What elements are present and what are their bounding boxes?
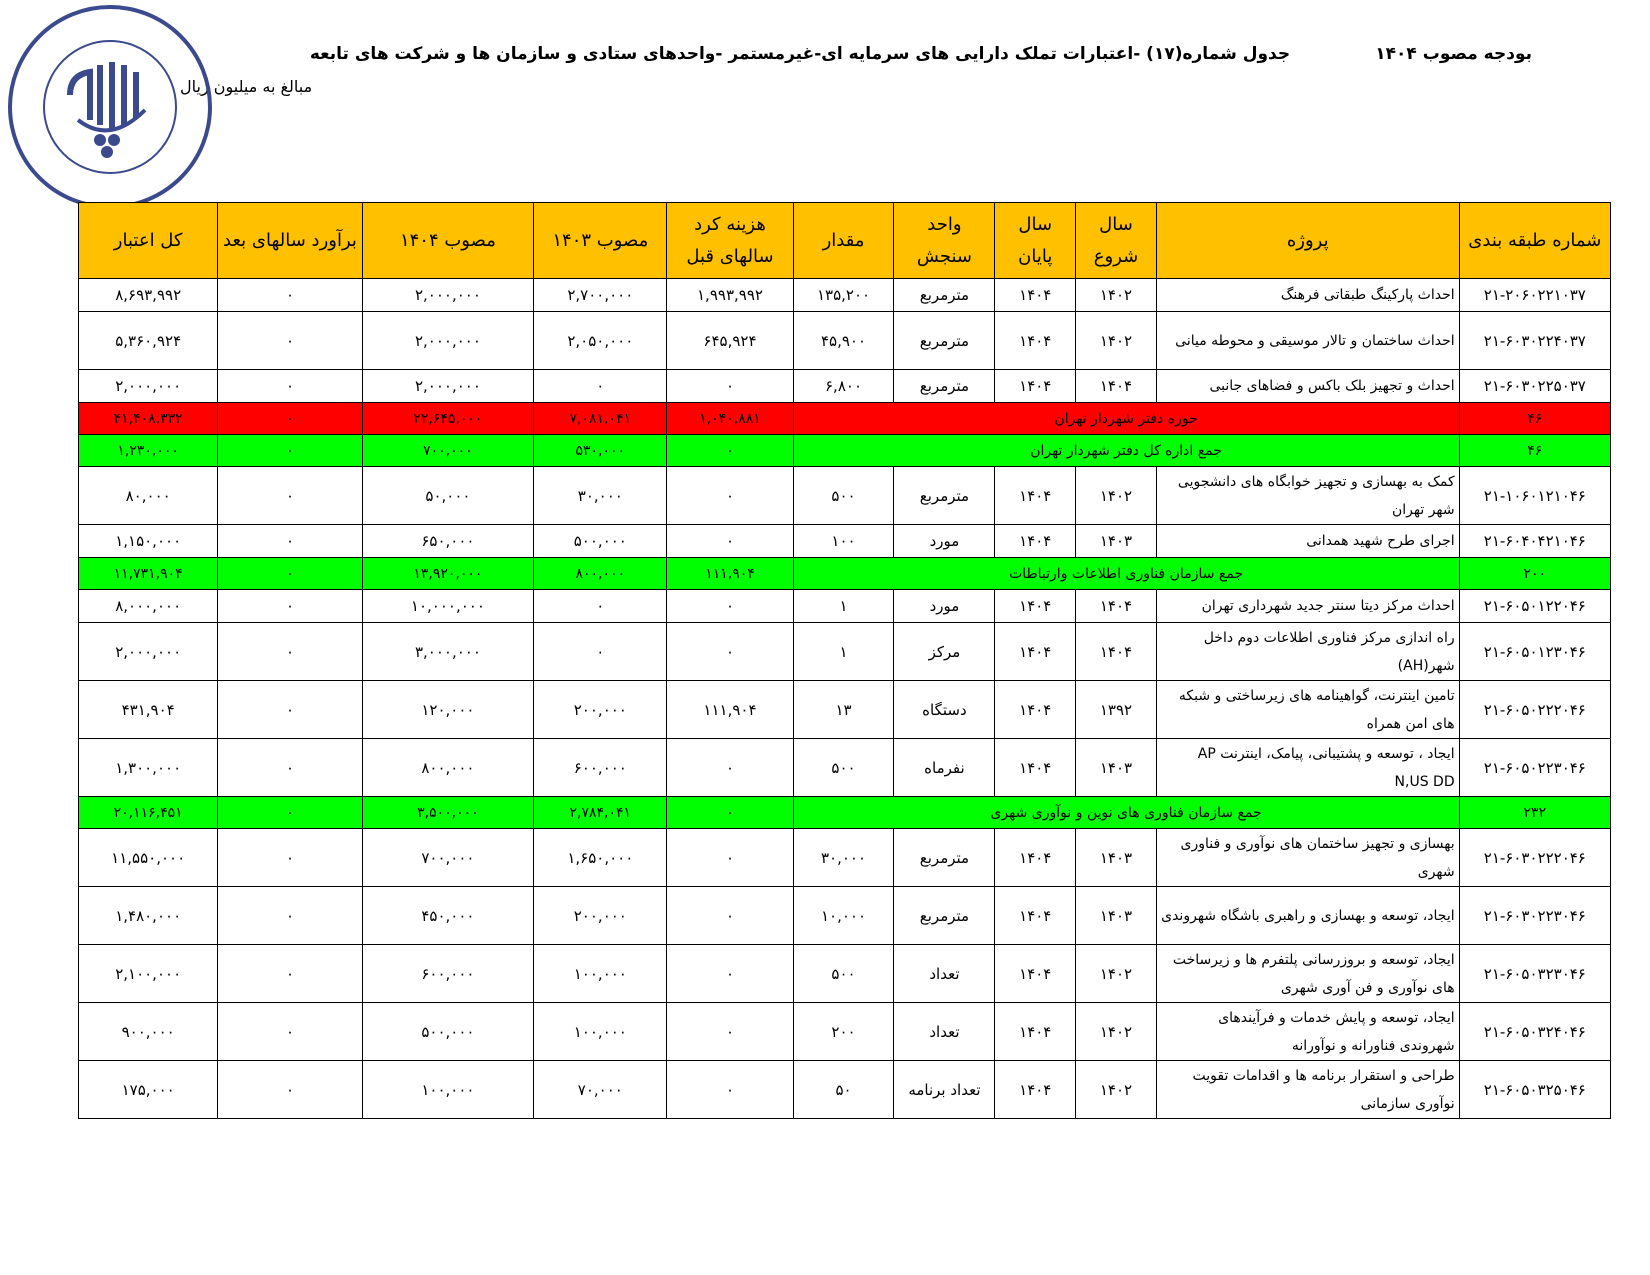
total-row: [79, 797, 1611, 829]
cell-start-year: ۱۴۰۲: [1076, 1003, 1157, 1061]
cell-approved-1403: ۲,۷۰۰,۰۰۰: [534, 279, 667, 312]
cell-start-year: ۱۴۰۲: [1076, 467, 1157, 525]
cell-approved-1404: ۲,۰۰۰,۰۰۰: [362, 370, 534, 403]
cell-next-years: ۰: [218, 590, 362, 623]
budget-label: بودجه مصوب ۱۴۰۴: [1375, 44, 1532, 64]
cell-quantity: ۶,۸۰۰: [793, 370, 894, 403]
table-row: [79, 525, 1611, 558]
cell-prior-cost: ۰: [667, 525, 793, 558]
cell-unit: تعداد: [894, 1003, 995, 1061]
cell-prior-cost: ۰: [667, 435, 793, 467]
cell-total: ۲,۰۰۰,۰۰۰: [79, 370, 218, 403]
cell-project: ایجاد ، توسعه و پشتیبانی، پیامک، اینترنت AP N,US DD: [1156, 739, 1459, 797]
cell-prior-cost: ۰: [667, 829, 793, 887]
cell-project: ایجاد، توسعه و بهسازی و راهبری باشگاه شهروندی: [1156, 887, 1459, 945]
cell-approved-1403: ۱,۶۵۰,۰۰۰: [534, 829, 667, 887]
cell-approved-1404: ۵۰۰,۰۰۰: [362, 1003, 534, 1061]
cell-total: ۱,۱۵۰,۰۰۰: [79, 525, 218, 558]
cell-end-year: ۱۴۰۴: [995, 681, 1076, 739]
table-row: [79, 887, 1611, 945]
cell-total: ۱۱,۵۵۰,۰۰۰: [79, 829, 218, 887]
total-row: [79, 403, 1611, 435]
cell-end-year: ۱۴۰۴: [995, 739, 1076, 797]
cell-end-year: ۱۴۰۴: [995, 279, 1076, 312]
cell-next-years: ۰: [218, 525, 362, 558]
cell-start-year: ۱۴۰۴: [1076, 590, 1157, 623]
cell-start-year: ۱۴۰۳: [1076, 829, 1157, 887]
cell-total-label: حوزه دفتر شهردار تهران: [793, 403, 1459, 435]
table-row: [79, 1003, 1611, 1061]
cell-quantity: ۱: [793, 623, 894, 681]
cell-code: ۲۱-۶۰۵۰۲۲۲۰۴۶: [1459, 681, 1610, 739]
cell-next-years: ۰: [218, 403, 362, 435]
cell-approved-1403: ۲,۷۸۴,۰۴۱: [534, 797, 667, 829]
cell-prior-cost: ۱,۰۴۰,۸۸۱: [667, 403, 793, 435]
cell-project: ایجاد، توسعه و پایش خدمات و فرآیندهای شهروندی فناورانه و نوآورانه: [1156, 1003, 1459, 1061]
total-row: [79, 435, 1611, 467]
cell-project: راه اندازی مرکز فناوری اطلاعات دوم داخل شهر(AH): [1156, 623, 1459, 681]
cell-total: ۸۰,۰۰۰: [79, 467, 218, 525]
cell-total: ۱۷۵,۰۰۰: [79, 1061, 218, 1119]
cell-total: ۴۱,۴۰۸,۳۳۲: [79, 403, 218, 435]
col-project: پروژه: [1156, 203, 1459, 279]
cell-code: ۲۱-۶۰۳۰۲۲۵۰۳۷: [1459, 370, 1610, 403]
cell-approved-1404: ۱۲۰,۰۰۰: [362, 681, 534, 739]
cell-approved-1403: ۷,۰۸۱,۰۴۱: [534, 403, 667, 435]
cell-total: ۴۳۱,۹۰۴: [79, 681, 218, 739]
table-body: [79, 279, 1611, 1119]
cell-total: ۲۰,۱۱۶,۴۵۱: [79, 797, 218, 829]
table-row: [79, 590, 1611, 623]
cell-next-years: ۰: [218, 945, 362, 1003]
cell-prior-cost: ۰: [667, 797, 793, 829]
cell-quantity: ۱۰,۰۰۰: [793, 887, 894, 945]
cell-prior-cost: ۰: [667, 887, 793, 945]
cell-total: ۱,۳۰۰,۰۰۰: [79, 739, 218, 797]
cell-code: ۲۱-۲۰۶۰۲۲۱۰۳۷: [1459, 279, 1610, 312]
cell-prior-cost: ۶۴۵,۹۲۴: [667, 312, 793, 370]
cell-end-year: ۱۴۰۴: [995, 1061, 1076, 1119]
cell-prior-cost: ۰: [667, 1003, 793, 1061]
cell-code: ۲۱-۶۰۵۰۱۲۳۰۴۶: [1459, 623, 1610, 681]
cell-project: احداث و تجهیز بلک باکس و فضاهای جانبی: [1156, 370, 1459, 403]
cell-code: ۲۱-۶۰۳۰۲۲۲۰۴۶: [1459, 829, 1610, 887]
cell-next-years: ۰: [218, 312, 362, 370]
total-row: [79, 558, 1611, 590]
cell-approved-1404: ۵۰,۰۰۰: [362, 467, 534, 525]
cell-approved-1403: ۲,۰۵۰,۰۰۰: [534, 312, 667, 370]
cell-next-years: ۰: [218, 829, 362, 887]
cell-next-years: ۰: [218, 370, 362, 403]
cell-approved-1404: ۷۰۰,۰۰۰: [362, 829, 534, 887]
cell-code: ۲۳۲: [1459, 797, 1610, 829]
cell-approved-1403: ۳۰,۰۰۰: [534, 467, 667, 525]
cell-start-year: ۱۳۹۲: [1076, 681, 1157, 739]
cell-end-year: ۱۴۰۴: [995, 887, 1076, 945]
table-row: [79, 829, 1611, 887]
cell-quantity: ۵۰۰: [793, 467, 894, 525]
cell-approved-1404: ۳,۵۰۰,۰۰۰: [362, 797, 534, 829]
col-approved-1403: مصوب ۱۴۰۳: [534, 203, 667, 279]
cell-unit: مترمربع: [894, 467, 995, 525]
cell-next-years: ۰: [218, 797, 362, 829]
cell-code: ۲۱-۶۰۳۰۲۲۴۰۳۷: [1459, 312, 1610, 370]
cell-project: احداث ساختمان و تالار موسیقی و محوطه میانی: [1156, 312, 1459, 370]
cell-start-year: ۱۴۰۲: [1076, 279, 1157, 312]
cell-unit: تعداد: [894, 945, 995, 1003]
cell-approved-1403: ۷۰,۰۰۰: [534, 1061, 667, 1119]
cell-next-years: ۰: [218, 558, 362, 590]
cell-prior-cost: ۰: [667, 623, 793, 681]
cell-next-years: ۰: [218, 1003, 362, 1061]
cell-total: ۱,۴۸۰,۰۰۰: [79, 887, 218, 945]
cell-approved-1404: ۲,۰۰۰,۰۰۰: [362, 279, 534, 312]
cell-approved-1404: ۷۰۰,۰۰۰: [362, 435, 534, 467]
cell-code: ۲۱-۱۰۶۰۱۲۱۰۴۶: [1459, 467, 1610, 525]
cell-project: تامین اینترنت، گواهینامه های زیرساختی و شبکه های امن همراه: [1156, 681, 1459, 739]
cell-unit: مترمربع: [894, 370, 995, 403]
col-end-year: سال پایان: [995, 203, 1076, 279]
cell-project: ایجاد، توسعه و بروزرسانی پلتفرم ها و زیرساخت های نوآوری و فن آوری شهری: [1156, 945, 1459, 1003]
cell-quantity: ۵۰: [793, 1061, 894, 1119]
col-prior-cost: هزینه کرد سالهای قبل: [667, 203, 793, 279]
unit-note: مبالغ به میلیون ریال: [180, 77, 313, 96]
cell-start-year: ۱۴۰۲: [1076, 945, 1157, 1003]
table-row: [79, 1061, 1611, 1119]
cell-code: ۴۶: [1459, 403, 1610, 435]
table-header-row: [79, 203, 1611, 279]
cell-approved-1404: ۴۵۰,۰۰۰: [362, 887, 534, 945]
cell-next-years: ۰: [218, 467, 362, 525]
col-total: کل اعتبار: [79, 203, 218, 279]
cell-quantity: ۱۳: [793, 681, 894, 739]
cell-approved-1403: ۶۰۰,۰۰۰: [534, 739, 667, 797]
official-seal: [0, 0, 220, 215]
table-row: [79, 312, 1611, 370]
table-row: [79, 370, 1611, 403]
cell-start-year: ۱۴۰۳: [1076, 739, 1157, 797]
cell-quantity: ۵۰۰: [793, 945, 894, 1003]
col-approved-1404: مصوب ۱۴۰۴: [362, 203, 534, 279]
cell-code: ۲۱-۶۰۵۰۳۲۵۰۴۶: [1459, 1061, 1610, 1119]
cell-total: ۲,۰۰۰,۰۰۰: [79, 623, 218, 681]
cell-project: بهسازی و تجهیز ساختمان های نوآوری و فناوری شهری: [1156, 829, 1459, 887]
cell-approved-1404: ۱۳,۹۲۰,۰۰۰: [362, 558, 534, 590]
cell-end-year: ۱۴۰۴: [995, 312, 1076, 370]
cell-approved-1404: ۲۲,۶۴۵,۰۰۰: [362, 403, 534, 435]
cell-prior-cost: ۱,۹۹۳,۹۹۲: [667, 279, 793, 312]
cell-quantity: ۳۰,۰۰۰: [793, 829, 894, 887]
cell-next-years: ۰: [218, 887, 362, 945]
cell-approved-1404: ۶۵۰,۰۰۰: [362, 525, 534, 558]
cell-end-year: ۱۴۰۴: [995, 945, 1076, 1003]
cell-project: احداث مرکز دیتا سنتر جدید شهرداری تهران: [1156, 590, 1459, 623]
cell-unit: مترمربع: [894, 312, 995, 370]
cell-approved-1403: ۵۰۰,۰۰۰: [534, 525, 667, 558]
cell-unit: مورد: [894, 590, 995, 623]
cell-total-label: جمع سازمان فناوری اطلاعات وارتباطات: [793, 558, 1459, 590]
table-row: [79, 623, 1611, 681]
cell-prior-cost: ۰: [667, 370, 793, 403]
cell-start-year: ۱۴۰۴: [1076, 623, 1157, 681]
cell-project: کمک به بهسازی و تجهیز خوابگاه های دانشجویی شهر تهران: [1156, 467, 1459, 525]
cell-approved-1403: ۲۰۰,۰۰۰: [534, 887, 667, 945]
col-code: شماره طبقه بندی: [1459, 203, 1610, 279]
cell-start-year: ۱۴۰۲: [1076, 1061, 1157, 1119]
cell-approved-1404: ۸۰۰,۰۰۰: [362, 739, 534, 797]
cell-approved-1403: ۰: [534, 590, 667, 623]
page-title: جدول شماره(۱۷) -اعتبارات تملک دارایی های سرمایه ای-غیرمستمر -واحدهای ستادی و سازمان ها و شرکت های تابعه: [309, 44, 1291, 64]
cell-approved-1404: ۱۰۰,۰۰۰: [362, 1061, 534, 1119]
cell-next-years: ۰: [218, 279, 362, 312]
cell-approved-1404: ۶۰۰,۰۰۰: [362, 945, 534, 1003]
cell-code: ۲۰۰: [1459, 558, 1610, 590]
cell-quantity: ۴۵,۹۰۰: [793, 312, 894, 370]
cell-approved-1404: ۱۰,۰۰۰,۰۰۰: [362, 590, 534, 623]
col-unit: واحد سنجش: [894, 203, 995, 279]
table-row: [79, 279, 1611, 312]
cell-prior-cost: ۰: [667, 945, 793, 1003]
cell-start-year: ۱۴۰۴: [1076, 370, 1157, 403]
cell-total: ۹۰۰,۰۰۰: [79, 1003, 218, 1061]
cell-code: ۲۱-۶۰۵۰۳۲۴۰۴۶: [1459, 1003, 1610, 1061]
cell-code: ۲۱-۶۰۳۰۲۲۳۰۴۶: [1459, 887, 1610, 945]
cell-total: ۵,۳۶۰,۹۲۴: [79, 312, 218, 370]
cell-start-year: ۱۴۰۲: [1076, 312, 1157, 370]
cell-next-years: ۰: [218, 435, 362, 467]
cell-project: اجرای طرح شهید همدانی: [1156, 525, 1459, 558]
col-start-year: سال شروع: [1076, 203, 1157, 279]
cell-code: ۲۱-۶۰۴۰۴۲۱۰۴۶: [1459, 525, 1610, 558]
cell-quantity: ۱: [793, 590, 894, 623]
cell-total: ۲,۱۰۰,۰۰۰: [79, 945, 218, 1003]
cell-unit: دستگاه: [894, 681, 995, 739]
cell-quantity: ۱۳۵,۲۰۰: [793, 279, 894, 312]
cell-quantity: ۵۰۰: [793, 739, 894, 797]
cell-approved-1403: ۱۰۰,۰۰۰: [534, 945, 667, 1003]
cell-end-year: ۱۴۰۴: [995, 1003, 1076, 1061]
cell-prior-cost: ۰: [667, 467, 793, 525]
cell-end-year: ۱۴۰۴: [995, 525, 1076, 558]
cell-total: ۱,۲۳۰,۰۰۰: [79, 435, 218, 467]
cell-unit: تعداد برنامه: [894, 1061, 995, 1119]
cell-approved-1403: ۲۰۰,۰۰۰: [534, 681, 667, 739]
cell-unit: مرکز: [894, 623, 995, 681]
cell-end-year: ۱۴۰۴: [995, 623, 1076, 681]
cell-quantity: ۱۰۰: [793, 525, 894, 558]
budget-table: [78, 202, 1611, 1119]
cell-approved-1403: ۱۰۰,۰۰۰: [534, 1003, 667, 1061]
cell-next-years: ۰: [218, 681, 362, 739]
cell-next-years: ۰: [218, 739, 362, 797]
cell-next-years: ۰: [218, 1061, 362, 1119]
col-quantity: مقدار: [793, 203, 894, 279]
cell-approved-1404: ۳,۰۰۰,۰۰۰: [362, 623, 534, 681]
cell-code: ۴۶: [1459, 435, 1610, 467]
cell-quantity: ۲۰۰: [793, 1003, 894, 1061]
cell-end-year: ۱۴۰۴: [995, 467, 1076, 525]
cell-project: احداث پارکینگ طبقاتی فرهنگ: [1156, 279, 1459, 312]
cell-start-year: ۱۴۰۳: [1076, 887, 1157, 945]
table-row: [79, 681, 1611, 739]
table-row: [79, 739, 1611, 797]
cell-prior-cost: ۰: [667, 739, 793, 797]
cell-total-label: جمع سازمان فناوری های نوین و نوآوری شهری: [793, 797, 1459, 829]
cell-prior-cost: ۰: [667, 1061, 793, 1119]
cell-end-year: ۱۴۰۴: [995, 590, 1076, 623]
cell-approved-1403: ۸۰۰,۰۰۰: [534, 558, 667, 590]
cell-unit: نفرماه: [894, 739, 995, 797]
cell-code: ۲۱-۶۰۵۰۱۲۲۰۴۶: [1459, 590, 1610, 623]
cell-total-label: جمع اداره کل دفتر شهردار تهران: [793, 435, 1459, 467]
cell-total: ۸,۰۰۰,۰۰۰: [79, 590, 218, 623]
cell-project: طراحی و استقرار برنامه ها و اقدامات تقویت نوآوری سازمانی: [1156, 1061, 1459, 1119]
cell-end-year: ۱۴۰۴: [995, 370, 1076, 403]
cell-approved-1403: ۰: [534, 623, 667, 681]
cell-approved-1403: ۵۳۰,۰۰۰: [534, 435, 667, 467]
cell-next-years: ۰: [218, 623, 362, 681]
cell-unit: مترمربع: [894, 829, 995, 887]
cell-prior-cost: ۰: [667, 590, 793, 623]
cell-unit: مورد: [894, 525, 995, 558]
cell-prior-cost: ۱۱۱,۹۰۴: [667, 681, 793, 739]
cell-approved-1403: ۰: [534, 370, 667, 403]
cell-unit: مترمربع: [894, 887, 995, 945]
cell-prior-cost: ۱۱۱,۹۰۴: [667, 558, 793, 590]
cell-end-year: ۱۴۰۴: [995, 829, 1076, 887]
cell-total: ۱۱,۷۳۱,۹۰۴: [79, 558, 218, 590]
cell-approved-1404: ۲,۰۰۰,۰۰۰: [362, 312, 534, 370]
cell-code: ۲۱-۶۰۵۰۲۲۳۰۴۶: [1459, 739, 1610, 797]
table-row: [79, 945, 1611, 1003]
col-next-years: برآورد سالهای بعد: [218, 203, 362, 279]
cell-code: ۲۱-۶۰۵۰۳۲۳۰۴۶: [1459, 945, 1610, 1003]
cell-total: ۸,۶۹۳,۹۹۲: [79, 279, 218, 312]
table-row: [79, 467, 1611, 525]
cell-start-year: ۱۴۰۳: [1076, 525, 1157, 558]
cell-unit: مترمربع: [894, 279, 995, 312]
